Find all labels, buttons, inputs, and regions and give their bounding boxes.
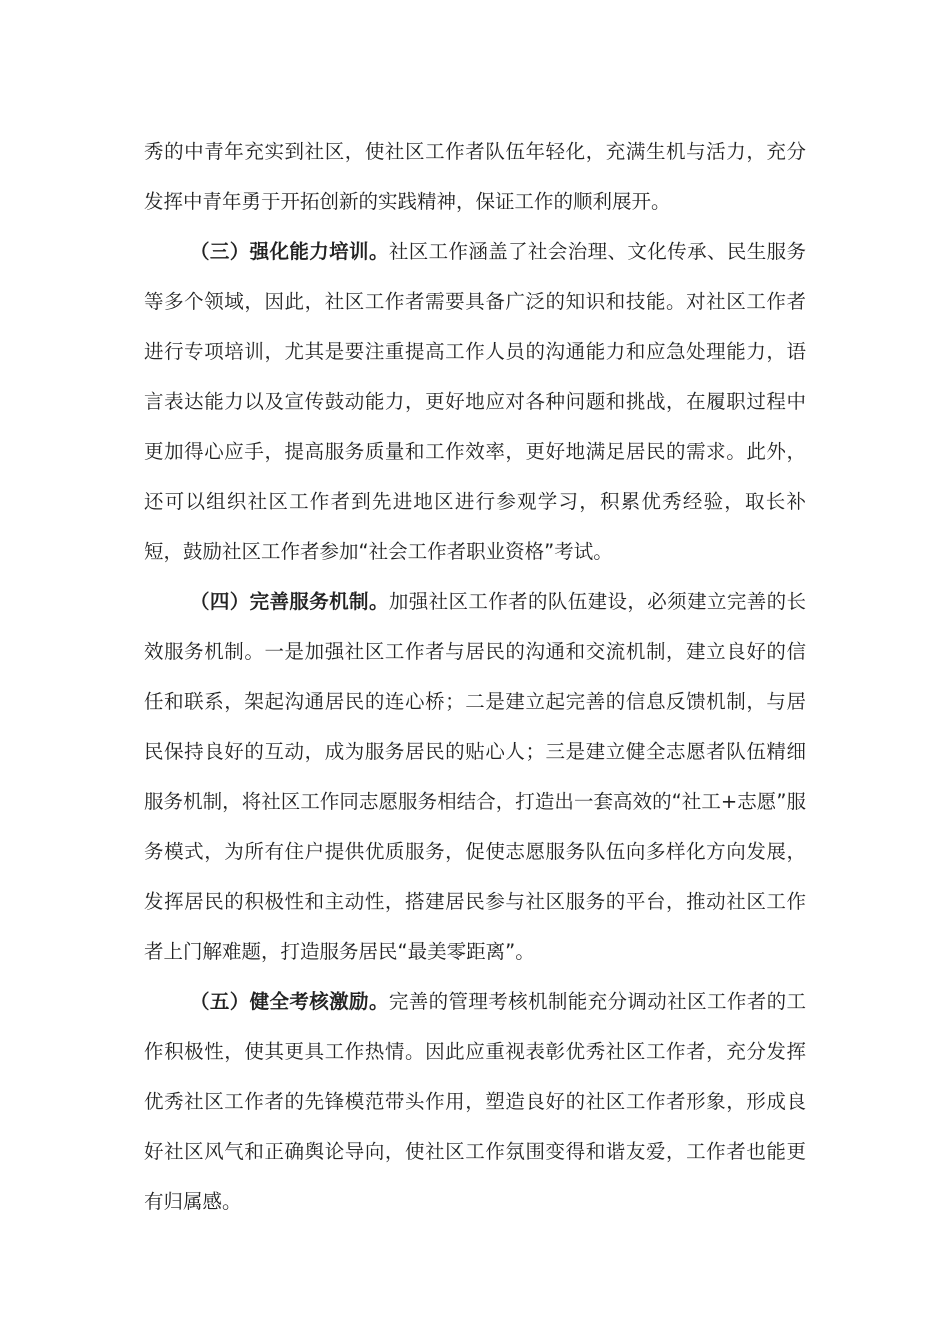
paragraph-service-mechanism (144, 577, 806, 977)
paragraph-capability-training (144, 227, 806, 577)
section-heading-3: （三）强化能力培训。 (190, 240, 389, 263)
paragraph-text: 加强社区工作者的队伍建设，必须建立完善的长效服务机制。一是加强社区工作者与居民的沟通和交流机制，建立良好的信任和联系，架起沟通居民的连心桥；二是建立起完善的信息反馈机制，与居民保持良好的互动，成为服务居民的贴心人；三是建立健全志愿者队伍精细服务机制，将社区工作同志愿服务相结合，打造出一套高效的“社工+志愿”服务模式，为所有住户提供优质服务，促使志愿服务队伍向多样化方向发展，发挥居民的积极性和主动性，搭建居民参与社区服务的平台，推动社区工作者上门解难题，打造服务居民“最美零距离”。 (144, 590, 806, 963)
paragraph-assessment-incentive (144, 977, 806, 1227)
paragraph-text: 秀的中青年充实到社区，使社区工作者队伍年轻化，充满生机与活力，充分发挥中青年勇于开拓创新的实践精神，保证工作的顺利展开。 (144, 140, 806, 213)
paragraph-continuation (144, 127, 806, 227)
document-body (144, 127, 806, 1227)
section-heading-5: （五）健全考核激励。 (190, 990, 389, 1013)
section-heading-4: （四）完善服务机制。 (190, 590, 389, 613)
paragraph-text: 社区工作涵盖了社会治理、文化传承、民生服务等多个领域，因此，社区工作者需要具备广泛的知识和技能。对社区工作者进行专项培训，尤其是要注重提高工作人员的沟通能力和应急处理能力，语言表达能力以及宣传鼓动能力，更好地应对各种问题和挑战，在履职过程中更加得心应手，提高服务质量和工作效率，更好地满足居民的需求。此外，还可以组织社区工作者到先进地区进行参观学习，积累优秀经验，取长补短，鼓励社区工作者参加“社会工作者职业资格”考试。 (144, 240, 806, 563)
paragraph-text: 完善的管理考核机制能充分调动社区工作者的工作积极性，使其更具工作热情。因此应重视表彰优秀社区工作者，充分发挥优秀社区工作者的先锋模范带头作用，塑造良好的社区工作者形象，形成良好社区风气和正确舆论导向，使社区工作氛围变得和谐友爱，工作者也能更有归属感。 (144, 990, 806, 1213)
